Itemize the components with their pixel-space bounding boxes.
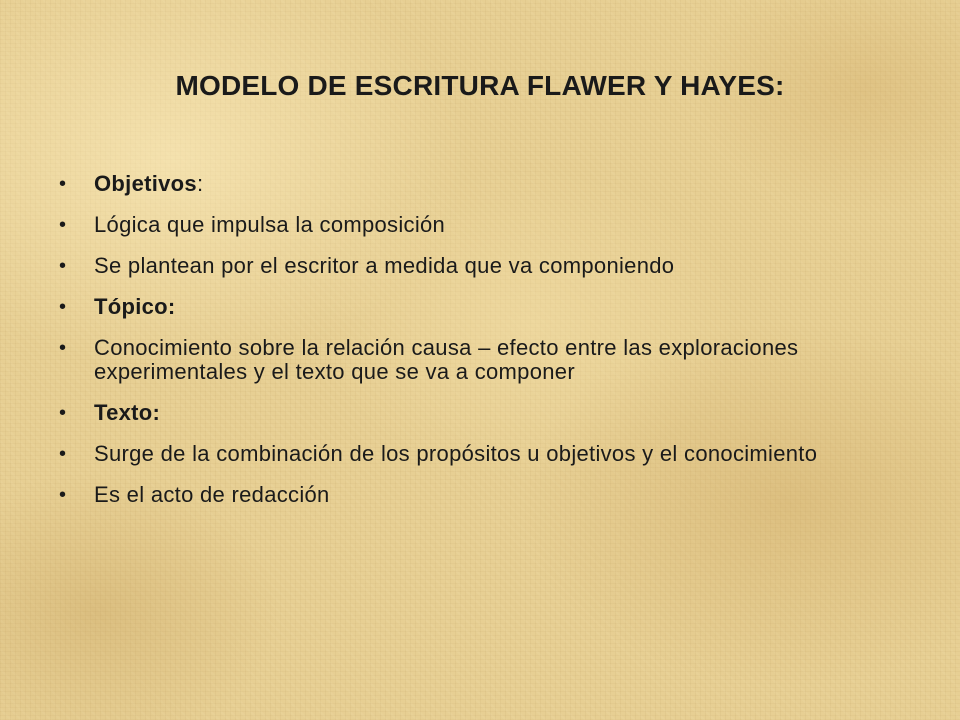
list-item bbox=[56, 172, 906, 196]
item-text: Conocimiento sobre la relación causa – efecto entre las exploraciones experimentales y el texto que se va a componer bbox=[94, 335, 799, 384]
item-text: Es el acto de redacción bbox=[94, 482, 330, 507]
item-heading: Texto: bbox=[94, 400, 161, 425]
list-item bbox=[56, 401, 906, 425]
list-item bbox=[56, 483, 906, 507]
list-item bbox=[56, 295, 906, 319]
list-item bbox=[56, 213, 906, 237]
bullet-icon: • bbox=[59, 337, 67, 359]
list-item bbox=[56, 442, 906, 466]
bullet-icon: • bbox=[59, 484, 67, 506]
item-text: Surge de la combinación de los propósitos u objetivos y el conocimiento bbox=[94, 441, 818, 466]
item-text: Se plantean por el escritor a medida que va componiendo bbox=[94, 253, 675, 278]
bullet-list bbox=[56, 172, 906, 524]
bullet-icon: • bbox=[59, 173, 67, 195]
list-item bbox=[56, 254, 906, 278]
bullet-icon: • bbox=[59, 255, 67, 277]
item-text: : bbox=[196, 171, 204, 196]
item-heading: Objetivos bbox=[94, 171, 197, 196]
bullet-icon: • bbox=[59, 402, 67, 424]
bullet-icon: • bbox=[59, 443, 67, 465]
slide-title: MODELO DE ESCRITURA FLAWER Y HAYES: bbox=[175, 70, 785, 101]
item-heading: Tópico: bbox=[94, 294, 176, 319]
item-text: Lógica que impulsa la composición bbox=[94, 212, 446, 237]
list-item bbox=[56, 336, 906, 384]
bullet-icon: • bbox=[59, 296, 67, 318]
bullet-icon: • bbox=[59, 214, 67, 236]
